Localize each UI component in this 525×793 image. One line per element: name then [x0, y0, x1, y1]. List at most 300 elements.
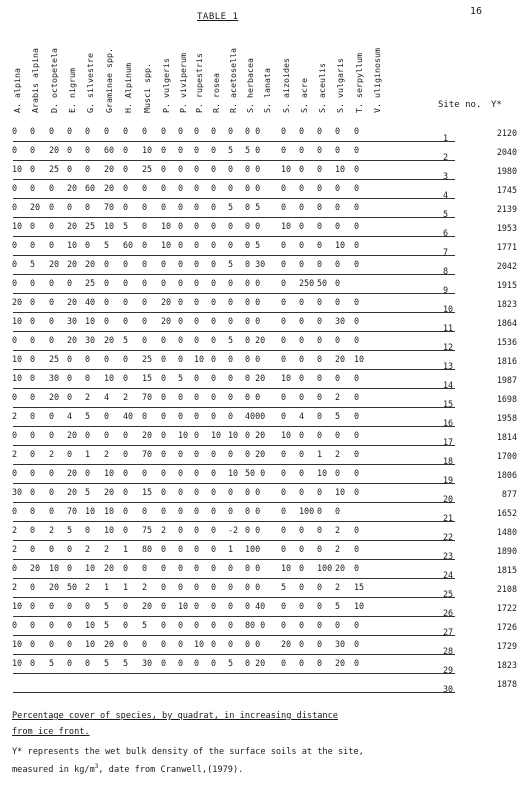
y-value: 1915	[496, 280, 517, 290]
table-cell: 0	[194, 335, 200, 345]
table-cell: 0	[317, 658, 323, 668]
table-cell: 5	[67, 525, 73, 535]
site-number: 16	[443, 418, 454, 428]
table-cell: 0	[281, 544, 287, 554]
table-cell: 0	[211, 449, 217, 459]
table-cell: 2	[104, 449, 110, 459]
table-cell: 10	[67, 240, 78, 250]
table-cell: 5	[104, 601, 110, 611]
table-cell: 0	[85, 601, 91, 611]
table-cell: 0	[281, 392, 287, 402]
table-cell: 30	[12, 487, 23, 497]
table-cell: 0 0	[245, 392, 261, 402]
row-rule	[13, 160, 455, 161]
table-cell: 20	[104, 639, 115, 649]
table-cell: 0	[12, 430, 18, 440]
table-cell: 0	[228, 354, 234, 364]
table-cell: 0	[299, 221, 305, 231]
table-cell: 0	[178, 639, 184, 649]
table-cell: 0	[194, 563, 200, 573]
table-cell: 0	[299, 373, 305, 383]
table-cell: 0	[281, 126, 287, 136]
table-cell: 0	[194, 202, 200, 212]
table-cell: 0	[49, 240, 55, 250]
table-cell: 10	[12, 658, 23, 668]
table-cell: 0	[194, 297, 200, 307]
y-value: 1987	[496, 375, 517, 385]
table-cell: 2	[335, 449, 341, 459]
table-cell: 10	[12, 639, 23, 649]
table-cell: 0	[281, 278, 287, 288]
table-cell: 0 20	[245, 335, 266, 345]
site-number: 10	[443, 304, 454, 314]
table-cell: 0	[194, 145, 200, 155]
table-cell: 25	[49, 354, 60, 364]
table-cell: 20	[104, 183, 115, 193]
table-cell: 4000	[245, 411, 266, 421]
table-cell: 0	[228, 164, 234, 174]
table-cell: 0	[194, 126, 200, 136]
y-value: 1814	[496, 432, 517, 442]
table-cell: 2	[142, 582, 148, 592]
table-cell: 0	[123, 145, 129, 155]
table-cell: 0 20	[245, 658, 266, 668]
table-cell: 0	[317, 487, 323, 497]
table-cell: 10	[12, 221, 23, 231]
species-header: T. serpyllum	[354, 53, 364, 113]
y-value: 877	[501, 489, 517, 499]
table-cell: 0	[317, 335, 323, 345]
table-cell: 10	[281, 373, 292, 383]
table-cell: 0	[194, 183, 200, 193]
table-cell: 0	[161, 658, 167, 668]
table-cell: 5	[123, 658, 129, 668]
table-cell: 0	[30, 126, 36, 136]
table-cell: 0	[142, 221, 148, 231]
table-cell: 20	[142, 430, 153, 440]
table-cell: 0	[123, 183, 129, 193]
table-cell: 20	[67, 335, 78, 345]
table-cell: 0	[49, 297, 55, 307]
table-cell: 0	[281, 335, 287, 345]
row-rule	[13, 179, 455, 180]
table-cell: 0	[299, 297, 305, 307]
table-cell: 0	[317, 525, 323, 535]
note-line-2	[12, 763, 243, 775]
table-cell: 10	[85, 639, 96, 649]
table-cell: 5	[85, 487, 91, 497]
table-cell: 0	[161, 544, 167, 554]
species-header: P. viviperum	[178, 53, 188, 113]
table-cell: 15	[142, 373, 153, 383]
table-cell: 0	[104, 278, 110, 288]
row-rule	[13, 559, 455, 560]
table-cell: 0	[67, 601, 73, 611]
table-cell: 0	[178, 468, 184, 478]
table-cell: 0	[161, 335, 167, 345]
table-cell: 0	[299, 430, 305, 440]
table-cell: 0	[104, 411, 110, 421]
table-cell: 0	[354, 639, 360, 649]
row-rule	[13, 407, 455, 408]
row-rule	[13, 198, 455, 199]
row-rule	[13, 293, 455, 294]
table-cell: 50 0	[245, 468, 266, 478]
table-cell: 0	[228, 639, 234, 649]
table-cell: 2	[85, 544, 91, 554]
table-cell: 2	[85, 582, 91, 592]
table-cell: 20	[85, 259, 96, 269]
table-cell: 0	[335, 126, 341, 136]
table-cell: 0	[354, 145, 360, 155]
table-cell: 0	[161, 449, 167, 459]
table-cell: 0	[67, 544, 73, 554]
table-cell: 60	[123, 240, 134, 250]
table-cell: 0	[299, 316, 305, 326]
table-cell: 0	[123, 468, 129, 478]
table-cell: 0	[161, 202, 167, 212]
table-cell: 0	[281, 449, 287, 459]
species-header: Musci spp.	[142, 63, 152, 113]
site-number: 12	[443, 342, 454, 352]
table-cell: 25	[49, 164, 60, 174]
species-header: V. uliginosum	[372, 48, 382, 113]
table-cell: 2	[161, 525, 167, 535]
table-cell: 0 0	[245, 164, 261, 174]
y-value: 1816	[496, 356, 517, 366]
table-cell: 0	[123, 164, 129, 174]
table-cell: 0	[142, 468, 148, 478]
table-cell: 0	[30, 240, 36, 250]
table-cell: 0	[123, 202, 129, 212]
table-cell: 0	[142, 563, 148, 573]
table-cell: 0	[211, 658, 217, 668]
table-cell: 0	[49, 601, 55, 611]
table-cell: 0	[335, 506, 341, 516]
table-cell: 0	[85, 658, 91, 668]
table-cell: 0	[211, 392, 217, 402]
table-cell: 50	[67, 582, 78, 592]
table-cell: 0	[161, 468, 167, 478]
table-cell: 0	[85, 202, 91, 212]
table-cell: 70	[67, 506, 78, 516]
table-cell: 0	[354, 525, 360, 535]
table-cell: 0	[281, 354, 287, 364]
table-cell: 20	[49, 145, 60, 155]
table-cell: 0	[161, 487, 167, 497]
table-cell: 0	[228, 620, 234, 630]
row-rule	[13, 540, 455, 541]
table-cell: 0	[123, 620, 129, 630]
table-cell: 30	[85, 335, 96, 345]
table-cell: 15	[354, 582, 365, 592]
table-cell: 0	[12, 335, 18, 345]
table-cell: 0	[299, 582, 305, 592]
table-cell: 0	[12, 563, 18, 573]
table-cell: 0	[30, 164, 36, 174]
table-cell: 0	[161, 354, 167, 364]
table-cell: 70	[104, 202, 115, 212]
table-cell: 5	[142, 620, 148, 630]
table-cell: 0	[299, 525, 305, 535]
table-cell: 0	[299, 335, 305, 345]
table-cell: 0	[211, 297, 217, 307]
table-cell: 0	[228, 316, 234, 326]
table-cell: 0	[317, 639, 323, 649]
row-rule	[13, 502, 455, 503]
table-cell: 5	[228, 658, 234, 668]
table-title: TABLE 1	[197, 12, 239, 22]
table-cell: 0	[178, 392, 184, 402]
table-cell: 0	[194, 373, 200, 383]
table-cell: 0	[354, 563, 360, 573]
table-cell: 0	[281, 525, 287, 535]
species-header: R. acetosella	[228, 48, 238, 113]
table-cell: 0	[194, 221, 200, 231]
table-cell: 0	[178, 354, 184, 364]
table-cell: 0	[228, 506, 234, 516]
table-cell: 0	[49, 126, 55, 136]
table-cell: 0	[317, 430, 323, 440]
table-cell: 0	[104, 259, 110, 269]
table-cell: 0	[49, 639, 55, 649]
table-cell: 100	[299, 506, 315, 516]
species-header: R. rosea	[211, 73, 221, 113]
table-cell: 0	[49, 278, 55, 288]
table-cell: 0	[194, 582, 200, 592]
row-rule	[13, 616, 455, 617]
table-cell: 0	[317, 259, 323, 269]
y-value: 1823	[496, 299, 517, 309]
table-cell: 0	[142, 126, 148, 136]
table-cell: 0	[317, 354, 323, 364]
table-cell: 0	[67, 202, 73, 212]
y-value: 1698	[496, 394, 517, 404]
y-header: Y*	[491, 100, 502, 110]
table-cell: 0	[194, 392, 200, 402]
table-cell: 0	[228, 373, 234, 383]
table-cell: 0	[211, 620, 217, 630]
table-cell: 0	[354, 449, 360, 459]
table-cell: 0	[178, 297, 184, 307]
table-cell: 20	[67, 430, 78, 440]
species-header: G. silvestre	[85, 53, 95, 113]
row-rule	[13, 350, 455, 351]
species-header: P. vulgeris	[161, 58, 171, 113]
table-cell: 0	[12, 259, 18, 269]
table-cell: 0	[299, 487, 305, 497]
table-cell: 0 0	[245, 221, 261, 231]
table-cell: 0	[211, 278, 217, 288]
table-cell: 0	[142, 259, 148, 269]
table-cell: 0	[228, 392, 234, 402]
table-cell: 0 0	[245, 316, 261, 326]
table-cell: 0	[30, 145, 36, 155]
table-cell: 0	[317, 240, 323, 250]
table-cell: 2	[335, 582, 341, 592]
table-cell: 0	[354, 164, 360, 174]
table-cell: 0	[281, 620, 287, 630]
table-cell: 0	[299, 183, 305, 193]
table-cell: 0	[211, 373, 217, 383]
species-header: A. alpina	[12, 68, 22, 113]
table-cell: 10	[354, 354, 365, 364]
site-number: 27	[443, 627, 454, 637]
table-cell: 0	[299, 392, 305, 402]
table-cell: 0	[161, 620, 167, 630]
table-cell: 0	[354, 430, 360, 440]
table-cell: 0	[178, 221, 184, 231]
table-cell: 0	[178, 487, 184, 497]
table-cell: 2	[335, 392, 341, 402]
page-number: 16	[470, 6, 483, 17]
table-cell: 0	[317, 164, 323, 174]
table-cell: -2	[228, 525, 239, 535]
table-cell: 10	[85, 316, 96, 326]
table-cell: 10	[335, 240, 346, 250]
table-cell: 0	[281, 411, 287, 421]
table-cell: 0	[299, 354, 305, 364]
table-cell: 0	[30, 373, 36, 383]
row-rule	[13, 692, 455, 693]
table-cell: 0	[281, 506, 287, 516]
site-number: 23	[443, 551, 454, 561]
table-cell: 30	[335, 639, 346, 649]
table-cell: 0	[67, 354, 73, 364]
table-cell: 0	[67, 563, 73, 573]
table-cell: 0	[12, 468, 18, 478]
note-line-1: Y* represents the wet bulk density of the surface soils at the site,	[12, 747, 364, 757]
table-cell: 10	[281, 563, 292, 573]
table-cell: 0	[335, 373, 341, 383]
species-header: Arabis alpina	[30, 48, 40, 113]
table-cell: 0 0	[245, 582, 261, 592]
table-cell: 0	[194, 487, 200, 497]
table-cell: 0	[211, 544, 217, 554]
table-cell: 0	[178, 582, 184, 592]
table-cell: 0	[317, 316, 323, 326]
table-cell: 10	[85, 563, 96, 573]
table-cell: 5	[30, 259, 36, 269]
table-cell: 0	[299, 145, 305, 155]
table-cell: 0	[317, 145, 323, 155]
table-cell: 0	[194, 411, 200, 421]
table-cell: 0	[30, 278, 36, 288]
table-cell: 0	[178, 164, 184, 174]
row-rule	[13, 654, 455, 655]
table-cell: 5	[228, 145, 234, 155]
table-cell: 0	[142, 316, 148, 326]
table-cell: 0	[123, 373, 129, 383]
table-cell: 0	[85, 164, 91, 174]
table-cell: 0	[123, 430, 129, 440]
species-header: S. acre	[299, 78, 309, 113]
row-rule	[13, 578, 455, 579]
table-cell: 0	[12, 240, 18, 250]
species-header: S. lanata	[262, 68, 272, 113]
table-cell: 0 20	[245, 449, 266, 459]
y-value: 1652	[496, 508, 517, 518]
table-cell: 0	[228, 221, 234, 231]
table-cell: 0	[335, 620, 341, 630]
table-cell: 0	[299, 259, 305, 269]
site-number: 14	[443, 380, 454, 390]
table-cell: 1	[317, 449, 323, 459]
table-cell: 20	[67, 259, 78, 269]
table-cell: 0	[12, 278, 18, 288]
table-cell: 2	[335, 525, 341, 535]
row-rule	[13, 635, 455, 636]
table-cell: 20	[67, 183, 78, 193]
y-value: 1700	[496, 451, 517, 461]
table-cell: 0	[123, 639, 129, 649]
note-line-2-sup: 3	[94, 763, 99, 770]
y-value: 1890	[496, 546, 517, 556]
y-value: 2108	[496, 584, 517, 594]
table-cell: 0	[85, 240, 91, 250]
table-cell: 0	[211, 468, 217, 478]
table-cell: 0	[30, 582, 36, 592]
species-header: S. vulgaris	[335, 58, 345, 113]
table-cell: 0	[161, 373, 167, 383]
table-cell: 0	[67, 373, 73, 383]
table-cell: 40	[123, 411, 134, 421]
table-cell: 0	[142, 297, 148, 307]
table-cell: 0	[194, 468, 200, 478]
table-cell: 2	[12, 544, 18, 554]
table-cell: 20	[30, 563, 41, 573]
table-cell: 0	[281, 316, 287, 326]
table-cell: 0	[30, 449, 36, 459]
table-cell: 20	[67, 468, 78, 478]
table-cell: 0	[281, 145, 287, 155]
table-cell: 0	[30, 316, 36, 326]
table-cell: 10	[281, 430, 292, 440]
table-cell: 0 0	[245, 183, 261, 193]
table-cell: 2	[12, 449, 18, 459]
table-cell: 5	[228, 335, 234, 345]
table-cell: 0	[281, 202, 287, 212]
table-cell: 20	[335, 563, 346, 573]
table-cell: 2	[123, 392, 129, 402]
table-cell: 0	[354, 487, 360, 497]
table-cell: 0	[335, 259, 341, 269]
site-number: 18	[443, 456, 454, 466]
table-cell: 0	[317, 373, 323, 383]
site-number: 6	[443, 228, 449, 238]
table-cell: 0	[354, 392, 360, 402]
table-cell: 10	[354, 601, 365, 611]
table-cell: 0	[299, 164, 305, 174]
table-cell: 10	[12, 601, 23, 611]
table-cell: 0	[161, 601, 167, 611]
table-cell: 0	[335, 278, 341, 288]
table-cell: 10	[335, 164, 346, 174]
table-cell: 0	[317, 544, 323, 554]
caption-line-2: from ice front.	[12, 727, 90, 737]
site-number: 4	[443, 190, 449, 200]
table-cell: 0	[30, 544, 36, 554]
site-number: 19	[443, 475, 454, 485]
row-rule	[13, 426, 455, 427]
row-rule	[13, 673, 455, 674]
table-cell: 5	[49, 658, 55, 668]
table-cell: 0	[161, 259, 167, 269]
table-cell: 0	[335, 202, 341, 212]
table-cell: 25	[85, 278, 96, 288]
table-cell: 10	[194, 639, 205, 649]
table-cell: 0	[12, 183, 18, 193]
